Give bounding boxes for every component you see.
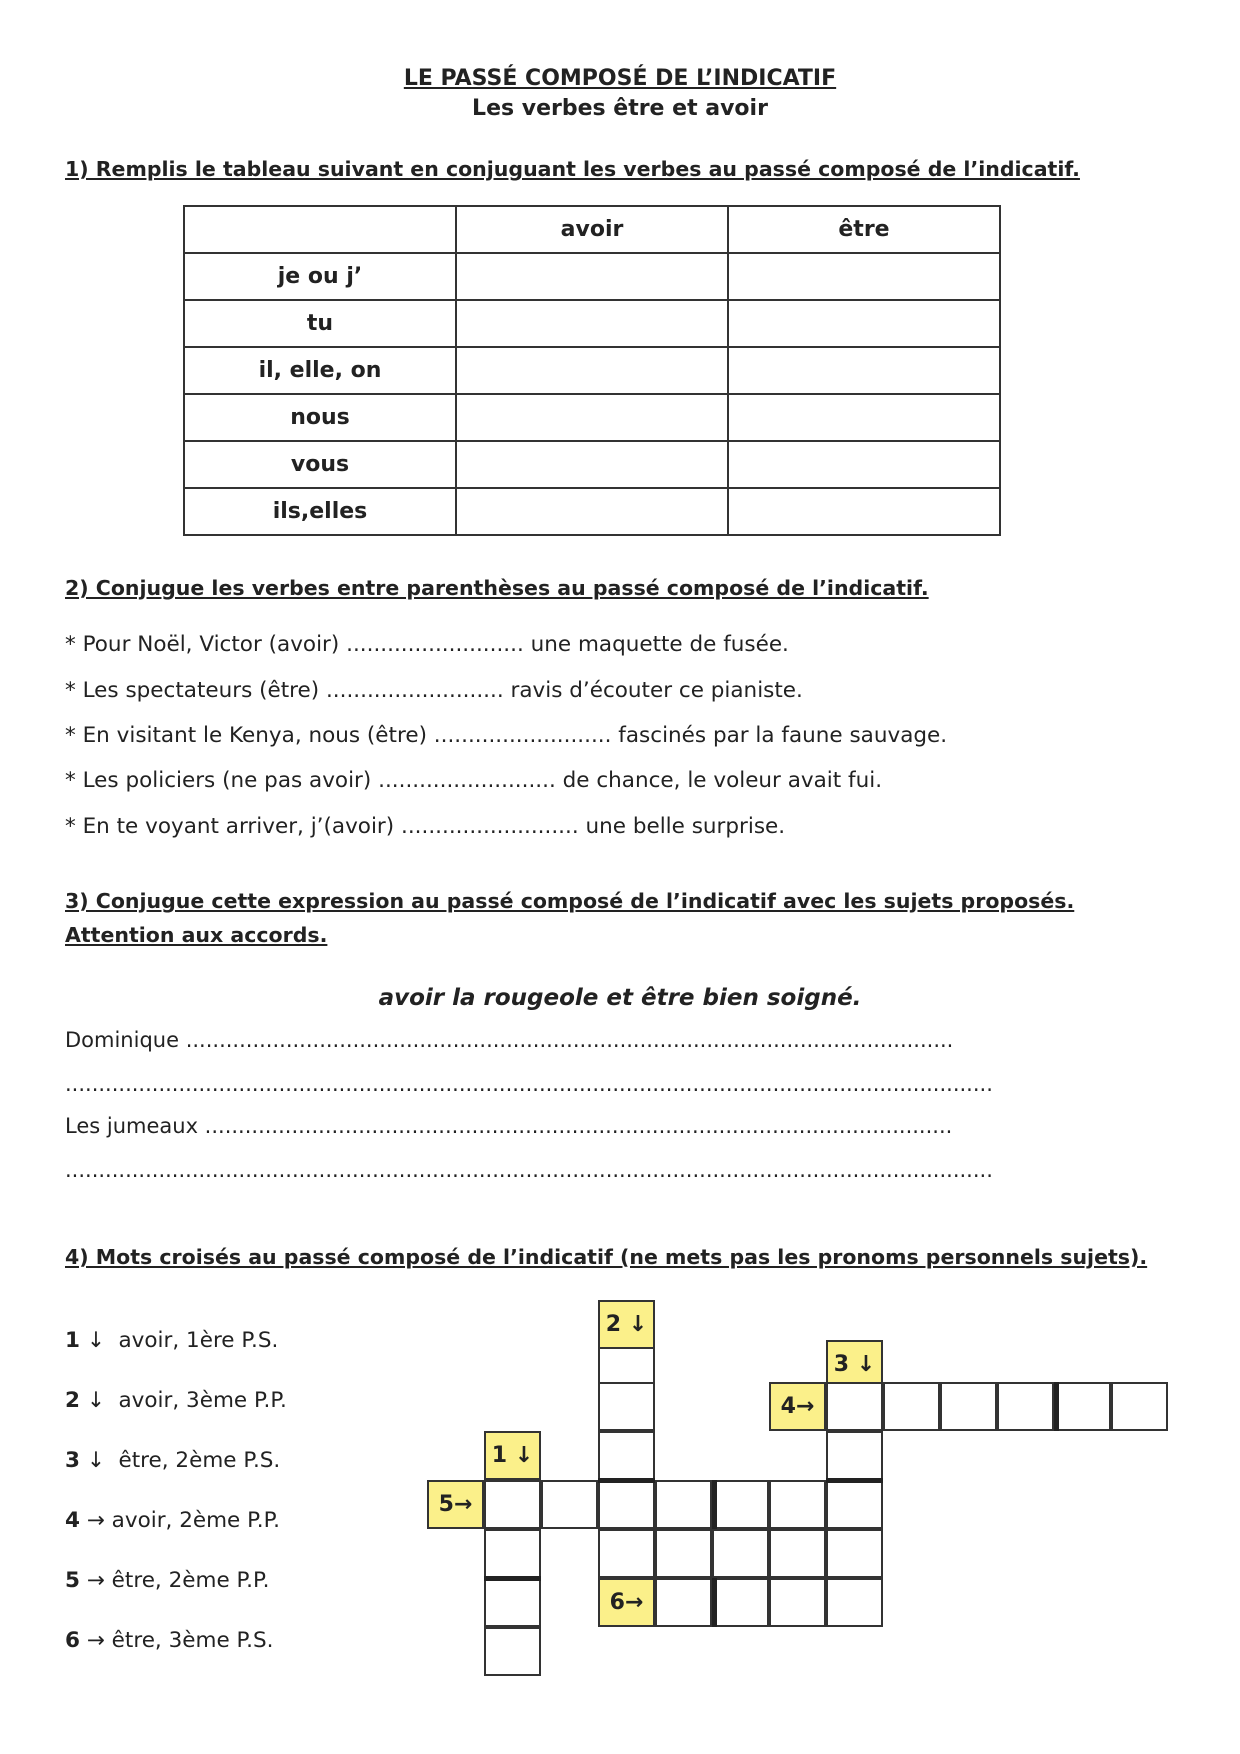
grid-label-6: 6→: [598, 1578, 655, 1627]
grid-cell[interactable]: [655, 1529, 712, 1578]
clue-number: 2: [65, 1388, 80, 1413]
clue-2: [65, 1388, 287, 1413]
sentence-line: * Les policiers (ne pas avoir) .......................... de chance, le voleur avait fui.: [65, 768, 883, 793]
grid-label-3: 3 ↓: [826, 1340, 883, 1389]
clue-text: être, 2ème P.S.: [118, 1448, 281, 1473]
clue-3: [65, 1448, 280, 1473]
clue-number: 4: [65, 1508, 80, 1533]
answer-cell[interactable]: [728, 253, 1000, 300]
grid-cell[interactable]: [826, 1480, 883, 1529]
answer-cell[interactable]: [456, 488, 728, 535]
answer-cell[interactable]: [456, 253, 728, 300]
section3-heading: 3) Conjugue cette expression au passé composé de l’indicatif avec les sujets proposés.: [65, 889, 1075, 913]
grid-cell[interactable]: [826, 1431, 883, 1480]
answer-line: Dominique ...................................................................................................................: [65, 1028, 954, 1052]
answer-line: ...........................................................................................................................................: [65, 1072, 993, 1096]
table-header-empty: [184, 206, 456, 253]
answer-cell[interactable]: [456, 394, 728, 441]
grid-cell[interactable]: [826, 1529, 883, 1578]
pronoun-cell: nous: [184, 394, 456, 441]
pronoun-cell: vous: [184, 441, 456, 488]
grid-separator: [484, 1576, 541, 1581]
section4-heading: 4) Mots croisés au passé composé de l’indicatif (ne mets pas les pronoms personnels sujets).: [65, 1245, 1148, 1269]
section2-heading: 2) Conjugue les verbes entre parenthèses au passé composé de l’indicatif.: [65, 576, 929, 600]
grid-cell[interactable]: [598, 1382, 655, 1431]
answer-cell[interactable]: [728, 347, 1000, 394]
conjugation-table: [183, 205, 1001, 536]
grid-cell[interactable]: [712, 1578, 769, 1627]
table-header-avoir: avoir: [456, 206, 728, 253]
section1-heading: 1) Remplis le tableau suivant en conjuguant les verbes au passé composé de l’indicatif.: [65, 157, 1080, 181]
page-title: LE PASSÉ COMPOSÉ DE L’INDICATIF: [403, 66, 837, 91]
clue-text: avoir, 3ème P.P.: [118, 1388, 287, 1413]
grid-cell[interactable]: [769, 1529, 826, 1578]
sentence-line: * Les spectateurs (être) .......................... ravis d’écouter ce pianiste.: [65, 678, 803, 703]
answer-line: Les jumeaux ................................................................................................................: [65, 1114, 953, 1138]
pronoun-cell: ils,elles: [184, 488, 456, 535]
clue-number: 3: [65, 1448, 80, 1473]
section3-heading-2: Attention aux accords.: [65, 923, 328, 947]
answer-cell[interactable]: [728, 488, 1000, 535]
grid-cell[interactable]: [1054, 1382, 1111, 1431]
grid-cell[interactable]: [484, 1480, 541, 1529]
clue-text: avoir, 2ème P.P.: [111, 1508, 281, 1533]
page-subtitle: Les verbes être et avoir: [472, 96, 768, 121]
answer-cell[interactable]: [728, 300, 1000, 347]
grid-cell[interactable]: [769, 1480, 826, 1529]
answer-cell[interactable]: [456, 347, 728, 394]
grid-cell[interactable]: [484, 1529, 541, 1578]
grid-cell[interactable]: [712, 1529, 769, 1578]
clue-4: [65, 1508, 280, 1533]
grid-separator: [712, 1480, 717, 1529]
grid-cell[interactable]: [598, 1480, 655, 1529]
grid-cell[interactable]: [598, 1431, 655, 1480]
table-header-etre: être: [728, 206, 1000, 253]
grid-separator: [598, 1478, 655, 1483]
grid-separator: [826, 1478, 883, 1483]
grid-cell[interactable]: [940, 1382, 997, 1431]
clue-text: avoir, 1ère P.S.: [118, 1328, 279, 1353]
grid-separator: [712, 1578, 717, 1627]
grid-cell[interactable]: [997, 1382, 1054, 1431]
grid-cell[interactable]: [484, 1578, 541, 1627]
grid-cell[interactable]: [598, 1529, 655, 1578]
grid-cell[interactable]: [1111, 1382, 1168, 1431]
clue-1: [65, 1328, 278, 1353]
clue-5: [65, 1568, 269, 1593]
clue-text: être, 3ème P.S.: [111, 1628, 274, 1653]
sentence-line: * En visitant le Kenya, nous (être) .......................... fascinés par la faune sauvage.: [65, 723, 948, 748]
clue-arrow: →: [86, 1508, 105, 1533]
clue-arrow: ↓: [86, 1388, 105, 1413]
pronoun-cell: je ou j’: [184, 253, 456, 300]
clue-arrow: →: [86, 1568, 105, 1593]
clue-arrow: ↓: [86, 1328, 105, 1353]
clue-number: 5: [65, 1568, 80, 1593]
clue-6: [65, 1628, 273, 1653]
answer-line: ...........................................................................................................................................: [65, 1158, 993, 1182]
grid-label-1: 1 ↓: [484, 1431, 541, 1480]
grid-label-5: 5→: [427, 1480, 484, 1529]
grid-cell[interactable]: [883, 1382, 940, 1431]
answer-cell[interactable]: [456, 441, 728, 488]
grid-cell[interactable]: [826, 1382, 883, 1431]
sentence-line: * Pour Noël, Victor (avoir) .......................... une maquette de fusée.: [65, 632, 789, 657]
grid-label-2: 2 ↓: [598, 1300, 655, 1349]
clue-number: 6: [65, 1628, 80, 1653]
pronoun-cell: tu: [184, 300, 456, 347]
grid-separator: [1054, 1382, 1059, 1431]
grid-cell[interactable]: [655, 1480, 712, 1529]
grid-label-4: 4→: [769, 1382, 826, 1431]
grid-cell[interactable]: [712, 1480, 769, 1529]
grid-cell[interactable]: [769, 1578, 826, 1627]
answer-cell[interactable]: [728, 441, 1000, 488]
clue-arrow: →: [86, 1628, 105, 1653]
expression: avoir la rougeole et être bien soigné.: [378, 985, 862, 1011]
grid-cell[interactable]: [826, 1578, 883, 1627]
clue-arrow: ↓: [86, 1448, 105, 1473]
grid-cell[interactable]: [484, 1627, 541, 1676]
clue-number: 1: [65, 1328, 80, 1353]
grid-cell[interactable]: [655, 1578, 712, 1627]
pronoun-cell: il, elle, on: [184, 347, 456, 394]
answer-cell[interactable]: [456, 300, 728, 347]
answer-cell[interactable]: [728, 394, 1000, 441]
sentence-line: * En te voyant arriver, j’(avoir) .......................... une belle surprise.: [65, 814, 786, 839]
clue-text: être, 2ème P.P.: [111, 1568, 270, 1593]
grid-cell[interactable]: [541, 1480, 598, 1529]
